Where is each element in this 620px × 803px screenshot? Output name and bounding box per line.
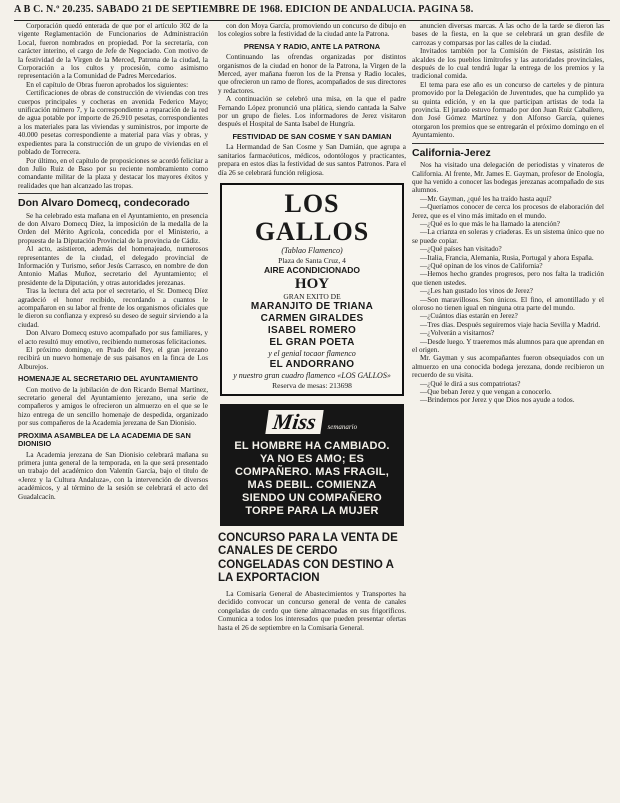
ad-success: GRAN EXITO DE	[283, 291, 341, 301]
ad-subtitle: (Tablao Flamenco)	[281, 245, 343, 255]
ad-guitarist-note: y el genial tocaor flamenco	[268, 348, 356, 358]
column-2	[218, 22, 406, 799]
article-paragraph: Por último, en el capítulo de proposiciones se acordó felicitar a don Julio Ruiz de Baso por su reciente nombramiento como comandante militar de la plaza y destacar los mayores éxitos y realidades que han alcanzado las tropas.	[18, 156, 208, 190]
ad-title: LOS GALLOS	[254, 188, 370, 246]
section-heading: PRENSA Y RADIO, ANTE LA PATRONA	[243, 41, 381, 51]
article-paragraph: Invitados también por la Comisión de Fiestas, asistirán los alcaldes de los pueblos limítrofes y las autoridades provinciales, después de lo cual tendrá lugar la entrega de los premios y la tradicional comida.	[412, 47, 604, 81]
section-heading: PROXIMA ASAMBLEA DE LA ACADEMIA DE SAN DIONISIO	[18, 430, 191, 449]
miss-message: EL HOMBRE HA CAMBIADO. YA NO ES AMO; ES COMPAÑERO. MAS FRAGIL, MAS DEBIL. COMIENZA SIENDO UN COMPAÑERO TORPE PARA LA MUJER	[234, 439, 390, 517]
article-paragraph: Certificaciones de obras de construcción de viviendas con tres cuerpos principales y cocheras en avenida Federico Mayo; unificación número 7, y la correspondiente a reparación de la red de agua potable por importe de 26.910 pesetas, correspondientes a los materiales para las viviendas y suministros, por importe de 40.000 pesetas correspondiente a material para vías y obras, y expedientes para la construcción de un grupo de viviendas en el poblado de Torrecera.	[18, 89, 208, 157]
article-paragraph: Con motivo de la jubilación de don Ricardo Bernal Martínez, secretario general del Ayuntamiento jerezano, una serie de compañeros y amigos le ofrecieron un almuerzo en el que se le hizo entrega de un sencillo homenaje de despedida, organizado por sus compañeros de la Academia jerezana de San Dionisio.	[18, 385, 208, 428]
miss-logo: Miss	[265, 410, 323, 434]
section-heading: HOMENAJE AL SECRETARIO DEL AYUNTAMIENTO	[18, 374, 198, 384]
miss-magazine-advertisement	[220, 404, 404, 526]
article-paragraph: Al acto, asistieron, además del homenajeado, numerosos representantes de la ciudad, el delegado provincial de Información y Turismo, señor Jesús Carrasco, en nombre de don Antonio Mañas Muñoz, secretario del Ayuntamiento; el presidente de la Diputación, y otras autoridades jerezanas.	[18, 245, 208, 287]
article-paragraph: Mr. Gayman y sus acompañantes fueron obsequiados con un almuerzo en una conocida bodega jerezana, donde recibieron un recuerdo de su visita.	[412, 354, 604, 380]
interview-line: —Brindemos por Jerez y que Dios nos ayude a todos.	[420, 396, 575, 405]
article-paragraph: Se ha celebrado esta mañana en el Ayuntamiento, en presencia de don Alvaro Domecq Díez, la imposición de la medalla de la Orden del Mérito Agrícola, concedida por el Ministerio, a propuesta de la Diputación Provincial de la provincia de Cádiz.	[18, 211, 208, 245]
divider	[18, 193, 208, 194]
interview-line: —¿Les han gustado los vinos de Jerez?	[420, 287, 533, 296]
ad-artist: MARANJITO DE TRIANA	[250, 300, 374, 312]
column-3	[412, 22, 604, 799]
interview-line: —Son maravillosos. Son únicos. El fino, el amontillado y el oloroso no tienen igual en ninguna otra parte del mundo.	[412, 295, 604, 312]
ad-air-conditioning: AIRE ACONDICIONADO	[263, 264, 361, 275]
ad-artist: EL ANDORRANO	[269, 358, 355, 370]
article-paragraph: La Academia jerezana de San Dionisio celebrará mañana su primera junta general de la temporada, en la que será presentado un trabajo del académico don Valentín García, bajo el título de «Jerez y la Cultura Andaluza», con la intervención de diversos académicos, y al término de la sesión se celebrará el acto del Guadalcacín.	[18, 450, 208, 501]
interview-line: —¿Volverán a visitarnos?	[420, 329, 495, 338]
section-heading: FESTIVIDAD DE SAN COSME Y SAN DAMIAN	[232, 131, 392, 141]
article-paragraph: Corporación quedó enterada de que por el artículo 302 de la vigente Reglamentación de Funcionarios de Administración Local, fueron nombrados en propiedad. Por la secretaría, con carácter interino, el cargo de Jefe de Negociado. Con motivo de la festividad de la Virgen de la Merced, Patrona de la ciudad, la Corporación a los cultos y procesión, como asimismo representación a la Comunidad de Padres Mercedarios.	[18, 22, 208, 81]
interview-line: —¿Qué opinan de los vinos de California?	[420, 261, 543, 270]
interview-line: —Mr. Gayman, ¿qué les ha traído hasta aquí?	[420, 194, 552, 203]
ad-flamenco-group: y nuestro gran cuadro flamenco «LOS GALLOS»	[233, 370, 391, 380]
interview-line: —Queríamos conocer de cerca los procesos de elaboración del Jerez, que es el vino más imitado en el mundo.	[412, 203, 604, 220]
ad-artist: EL GRAN POETA	[269, 336, 355, 348]
interview-line: —¿Cuántos días estarán en Jerez?	[420, 312, 518, 321]
column-1	[18, 22, 208, 799]
interview-line: —¿Qué le dirá a sus compatriotas?	[420, 379, 521, 388]
interview-line: —Hemos hecho grandes progresos, pero nos falta la tradición que tienen ustedes.	[412, 270, 604, 287]
article-headline: California-Jerez	[412, 146, 491, 159]
page-header: A B C. N.º 20.235. SABADO 21 DE SEPTIEMBRE DE 1968. EDICION DE ANDALUCIA. PAGINA 58.	[14, 4, 610, 21]
article-paragraph: La Comisaría General de Abastecimientos y Transportes ha decidido convocar un concurso general de venta de canales congeladas de cerdo que tiene almacenadas en sus frigoríficos. Comunica a todos los interesados que pueden presentar ofertas hasta el 26 de septiembre en la Comisaría General.	[218, 589, 406, 632]
interview-line: —¿Qué países han visitado?	[420, 245, 502, 254]
interview-line: —Que beban Jerez y que vengan a conocerlo.	[420, 388, 552, 397]
ad-artist: CARMEN GIRALDES	[260, 312, 364, 324]
interview-line: —La crianza en soleras y criaderas. Es un sistema único que no se puede copiar.	[412, 228, 604, 245]
article-paragraph: Nos ha visitado una delegación de periodistas y vinateros de California. Al frente, Mr. James E. Gayman, profesor de Enología, que ha venido a conocer las bodegas jerezanas acompañado de sus alumnos.	[412, 161, 604, 195]
article-paragraph: Don Alvaro Domecq estuvo acompañado por sus familiares, y el acto resultó muy emotivo, recibiendo numerosas felicitaciones.	[18, 329, 208, 346]
interview-line: —¿Qué es lo que más le ha llamado la atención?	[420, 219, 560, 228]
interview-line: —Tres días. Después seguiremos viaje hacia Sevilla y Madrid.	[420, 320, 601, 329]
divider	[412, 143, 604, 144]
ad-today: HOY	[294, 275, 330, 292]
ad-reservations: Reserva de mesas: 213698	[272, 380, 352, 390]
article-paragraph: A continuación se celebró una misa, en la que el padre Fernando López pronunció una plática, siendo cantada la Salve por un grupo de fieles. Los informadores de Jerez visitaron después el Hospital de Santa Isabel de Hungría.	[218, 95, 406, 129]
interview-line: —Desde luego. Y traeremos más alumnos para que aprendan en el origen.	[412, 337, 604, 355]
article-paragraph: La Hermandad de San Cosme y San Damián, que agrupa a sanitarios farmacéuticos, médicos, odontólogos y practicantes, prepara en estos días la festividad de sus santos Patronos. Para el día 26 se celebrará función religiosa.	[218, 143, 406, 177]
article-paragraph: con don Moya García, promoviendo un concurso de dibujo en los colegios sobre la festividad de la ciudad ante la Patrona.	[218, 22, 406, 39]
article-paragraph: En el capítulo de Obras fueron aprobados los siguientes:	[26, 80, 189, 89]
article-headline: Don Alvaro Domecq, condecorado	[18, 197, 190, 210]
article-paragraph: Continuando las ofrendas organizadas por distintos organismos de la ciudad en honor de la Patrona, la Virgen de la Merced, ayer mañana fueron los de la Prensa y Radio locales, que ofrecieron un ramo de flores, acompañados de sus directores y redactores.	[218, 53, 406, 95]
los-gallos-advertisement	[220, 183, 404, 396]
article-paragraph: El tema para ese año es un concurso de carteles y de pintura promovido por la Delegación de Juventudes, que ha cumplido ya su quinta edición, y en la que participan artistas de toda la provincia. El jurado estuvo formado por don Juan Ruiz Caballero, don José Gómez Martínez y don Alfonso García, quienes otorgaron los premios que se entregarán el próximo domingo en el Ayuntamiento.	[412, 80, 604, 140]
article-paragraph: El próximo domingo, en Prado del Rey, el gran jerezano recibirá un nuevo homenaje de sus paisanos en la finca de Los Alburejos.	[18, 346, 208, 371]
interview-line: —Italia, Francia, Alemania, Rusia, Portugal y ahora España.	[420, 253, 594, 262]
ad-artist: ISABEL ROMERO	[267, 324, 357, 336]
ad-address: Plaza de Santa Cruz, 4	[278, 255, 346, 265]
miss-subtitle: semanario	[327, 422, 358, 431]
article-paragraph: anuncien diversas marcas. A las ocho de la tarde se dieron las bases de la fiesta, en la que se celebrará un gran desfile de carrozas y comparsas por las calles de la ciudad.	[412, 22, 604, 47]
article-paragraph: Tras la lectura del acta por el secretario, el Sr. Domecq Díez agradeció el honor recibido, recordando a cuantos le acompañaron en su labor al frente de los organismos oficiales que le dieron su confianza y expresó su deseo de seguir sirviendo a la ciudad.	[18, 287, 208, 329]
contest-headline: CONCURSO PARA LA VENTA DE CANALES DE CERDO CONGELADAS CON DESTINO A LA EXPORTACION	[218, 531, 398, 585]
